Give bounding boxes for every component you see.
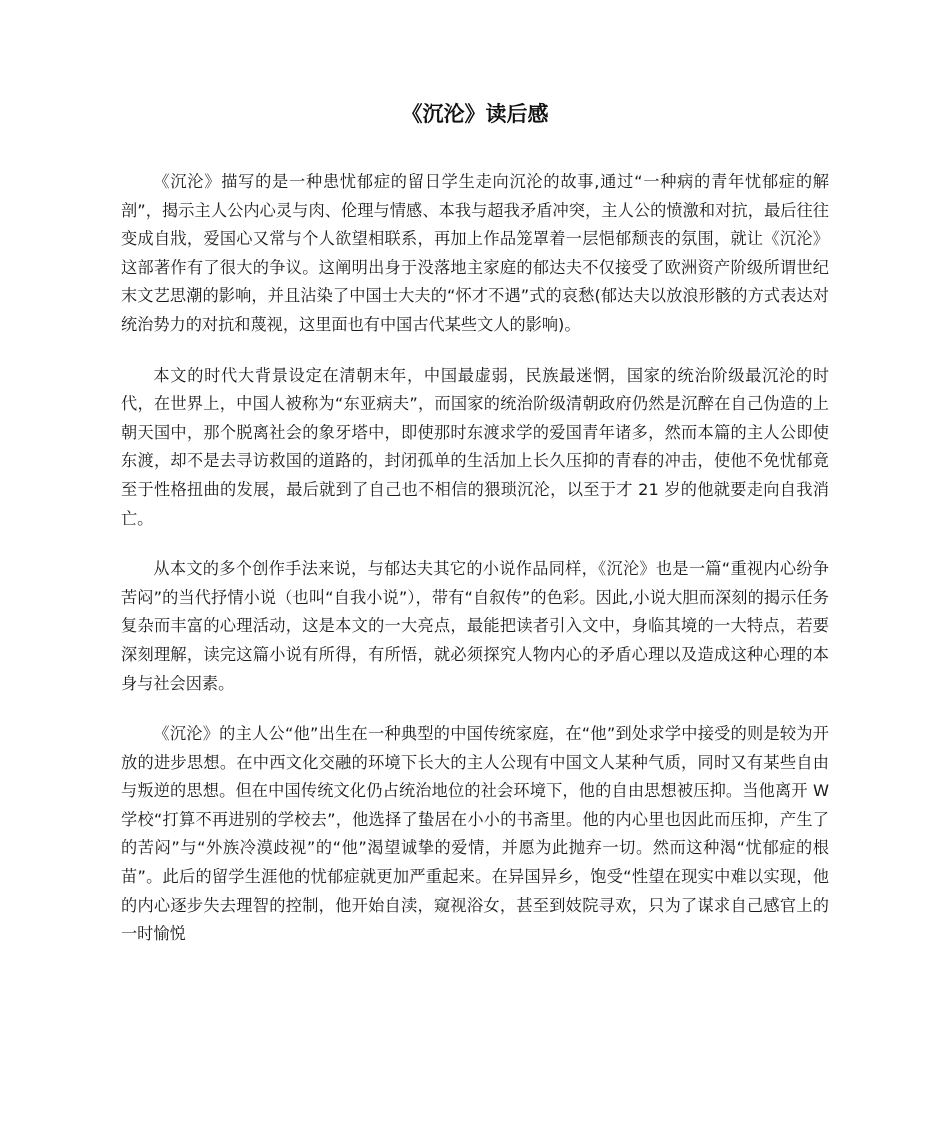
document-title: 《沉沦》读后感	[401, 102, 549, 126]
paragraph-3: 从本文的多个创作手法来说，与郁达夫其它的小说作品同样，《沉沦》也是一篇“重视内心纷争苦闷”的当代抒情小说（也叫“自我小说”），带有“自叙传”的色彩。因此,小说大胆而深刻的揭示任务复杂而丰富的心理活动，这是本文的一大亮点，最能把读者引入文中，身临其境的一大特点，若要深刻理解，读完这篇小说有所得，有所悟，就必须探究人物内心的矛盾心理以及造成这种心理的本身与社会因素。	[121, 559, 829, 693]
paragraph-4: 《沉沦》的主人公“他”出生在一种典型的中国传统家庭，在“他”到处求学中接受的则是较为开放的进步思想。在中西文化交融的环境下长大的主人公现有中国文人某种气质，同时又有某些自由与叛逆的思想。但在中国传统文化仍占统治地位的社会环境下，他的自由思想被压抑。当他离开 W 学校“打算不再进别的学校去”，他选择了蛰居在小小的书斋里。他的内心里也因此而压抑，产生了的苦闷”与“外族冷漠歧视”的“他”渴望诚挚的爱情，并愿为此抛弃一切。然而这种渴“忧郁症的根苗”。此后的留学生涯他的忧郁症就更加严重起来。在异国异乡，饱受“性望在现实中难以实现，他的内心逐步失去理智的控制，他开始自渎，窥视浴女，甚至到妓院寻欢，只为了谋求自己感官上的一时愉悦	[121, 724, 829, 944]
paragraph-2: 本文的时代大背景设定在清朝末年，中国最虚弱，民族最迷惘，国家的统治阶级最沉沦的时代，在世界上，中国人被称为“东亚病夫”，而国家的统治阶级清朝政府仍然是沉醉在自己伪造的上朝天国中，那个脱离社会的象牙塔中，即使那时东渡求学的爱国青年诸多，然而本篇的主人公即使东渡，却不是去寻访救国的道路的，封闭孤单的生活加上长久压抑的青春的冲击，使他不免忧郁竟至于性格扭曲的发展，最后就到了自己也不相信的猥琐沉沦，以至于才 21 岁的他就要走向自我消亡。	[121, 365, 829, 528]
paragraph-1: 《沉沦》描写的是一种患忧郁症的留日学生走向沉沦的故事,通过“一种病的青年忧郁症的解剖”，揭示主人公内心灵与肉、伦理与情感、本我与超我矛盾冲突，主人公的愤激和对抗，最后往往变成自戕，爱国心又常与个人欲望相联系，再加上作品笼罩着一层悒郁颓丧的氛围，就让《沉沦》这部著作有了很大的争议。这阐明出身于没落地主家庭的郁达夫不仅接受了欧洲资产阶级所谓世纪末文艺思潮的影响，并且沾染了中国士大夫的“怀才不遇”式的哀愁(郁达夫以放浪形骸的方式表达对统治势力的对抗和蔑视，这里面也有中国古代某些文人的影响)。	[121, 172, 829, 334]
document-body	[121, 168, 829, 971]
